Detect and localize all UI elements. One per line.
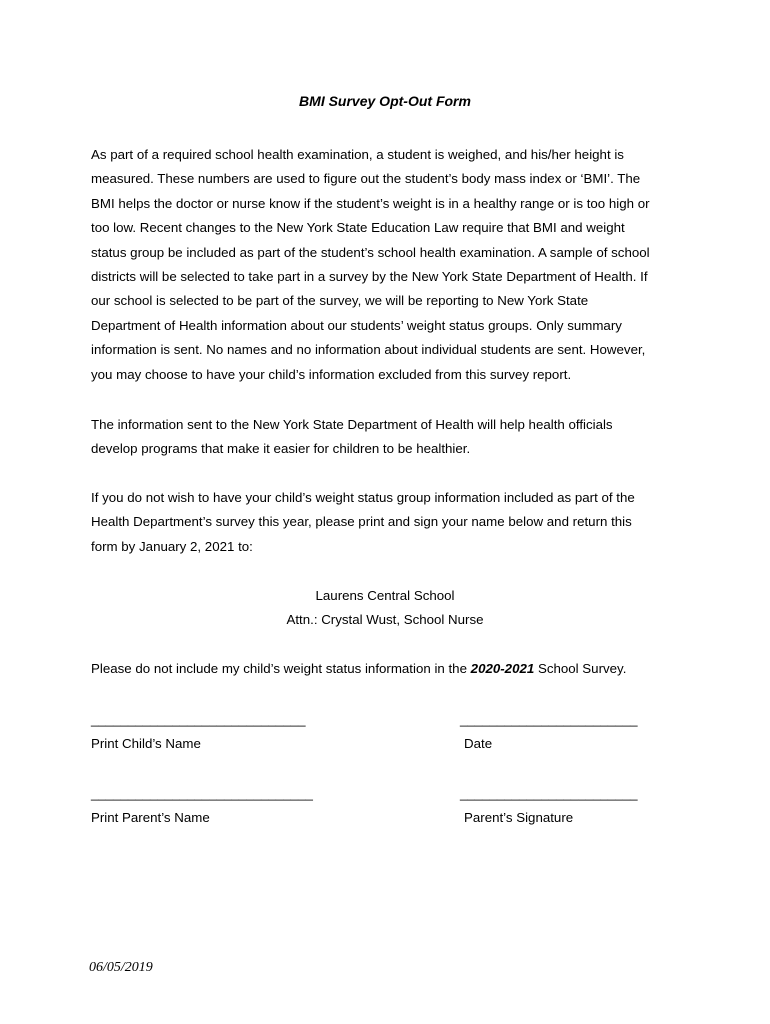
footer-date: 06/05/2019 bbox=[89, 960, 153, 975]
paragraph-line: you may choose to have your child’s information excluded from this survey report. bbox=[91, 366, 572, 382]
paragraph-line: Health Department’s survey this year, please print and sign your name below and return this bbox=[91, 514, 632, 530]
child-name-label: Print Child’s Name bbox=[91, 736, 201, 751]
paragraph-line: our school is selected to be part of the survey, we will be reporting to New York State bbox=[91, 293, 589, 309]
paragraph-line: measured. These numbers are used to figure out the student’s body mass index or ‘BMI’. The bbox=[91, 171, 641, 187]
paragraph-line: form by January 2, 2021 to: bbox=[91, 538, 253, 554]
instructions-paragraph bbox=[91, 486, 691, 559]
date-line[interactable]: ________________________ bbox=[460, 712, 638, 727]
declaration-suffix: School Survey. bbox=[534, 661, 627, 676]
paragraph-line: BMI helps the doctor or nurse know if the student’s weight is in a healthy range or is too high or bbox=[91, 195, 650, 211]
paragraph-line: The information sent to the New York State Department of Health will help health officials bbox=[91, 417, 613, 432]
opt-out-declaration bbox=[91, 661, 626, 676]
paragraph-line: information is sent. No names and no information about individual students are sent. However, bbox=[91, 342, 646, 358]
parent-signature-label: Parent’s Signature bbox=[464, 810, 574, 825]
paragraph-line: districts will be selected to take part in a survey by the New York State Department of Health. If bbox=[91, 269, 648, 285]
form-title: BMI Survey Opt-Out Form bbox=[299, 93, 471, 109]
declaration-text: Please do not include my child’s weight status information in the bbox=[91, 661, 471, 676]
paragraph-line: Department of Health information about our students’ weight status groups. Only summary bbox=[91, 317, 622, 333]
school-name: Laurens Central School bbox=[315, 588, 455, 603]
intro-paragraph bbox=[91, 143, 691, 387]
paragraph-line: too low. Recent changes to the New York State Education Law require that BMI and weight bbox=[91, 220, 625, 236]
parent-name-label: Print Parent’s Name bbox=[91, 810, 210, 825]
paragraph-line: If you do not wish to have your child’s weight status group information included as part of the bbox=[91, 490, 635, 505]
parent-signature-line[interactable]: ________________________ bbox=[460, 786, 638, 801]
purpose-paragraph bbox=[91, 413, 691, 462]
paragraph-line: develop programs that make it easier for children to be healthier. bbox=[91, 441, 471, 457]
parent-name-line[interactable]: ______________________________ bbox=[91, 786, 313, 801]
attention-line: Attn.: Crystal Wust, School Nurse bbox=[286, 612, 484, 627]
date-label: Date bbox=[464, 736, 493, 751]
paragraph-line: status group be included as part of the student’s school health examination. A sample of school bbox=[91, 244, 650, 260]
child-name-line[interactable]: _____________________________ bbox=[91, 712, 306, 727]
survey-year: 2020-2021 bbox=[470, 661, 535, 676]
paragraph-line: As part of a required school health examination, a student is weighed, and his/her height is bbox=[91, 147, 624, 162]
